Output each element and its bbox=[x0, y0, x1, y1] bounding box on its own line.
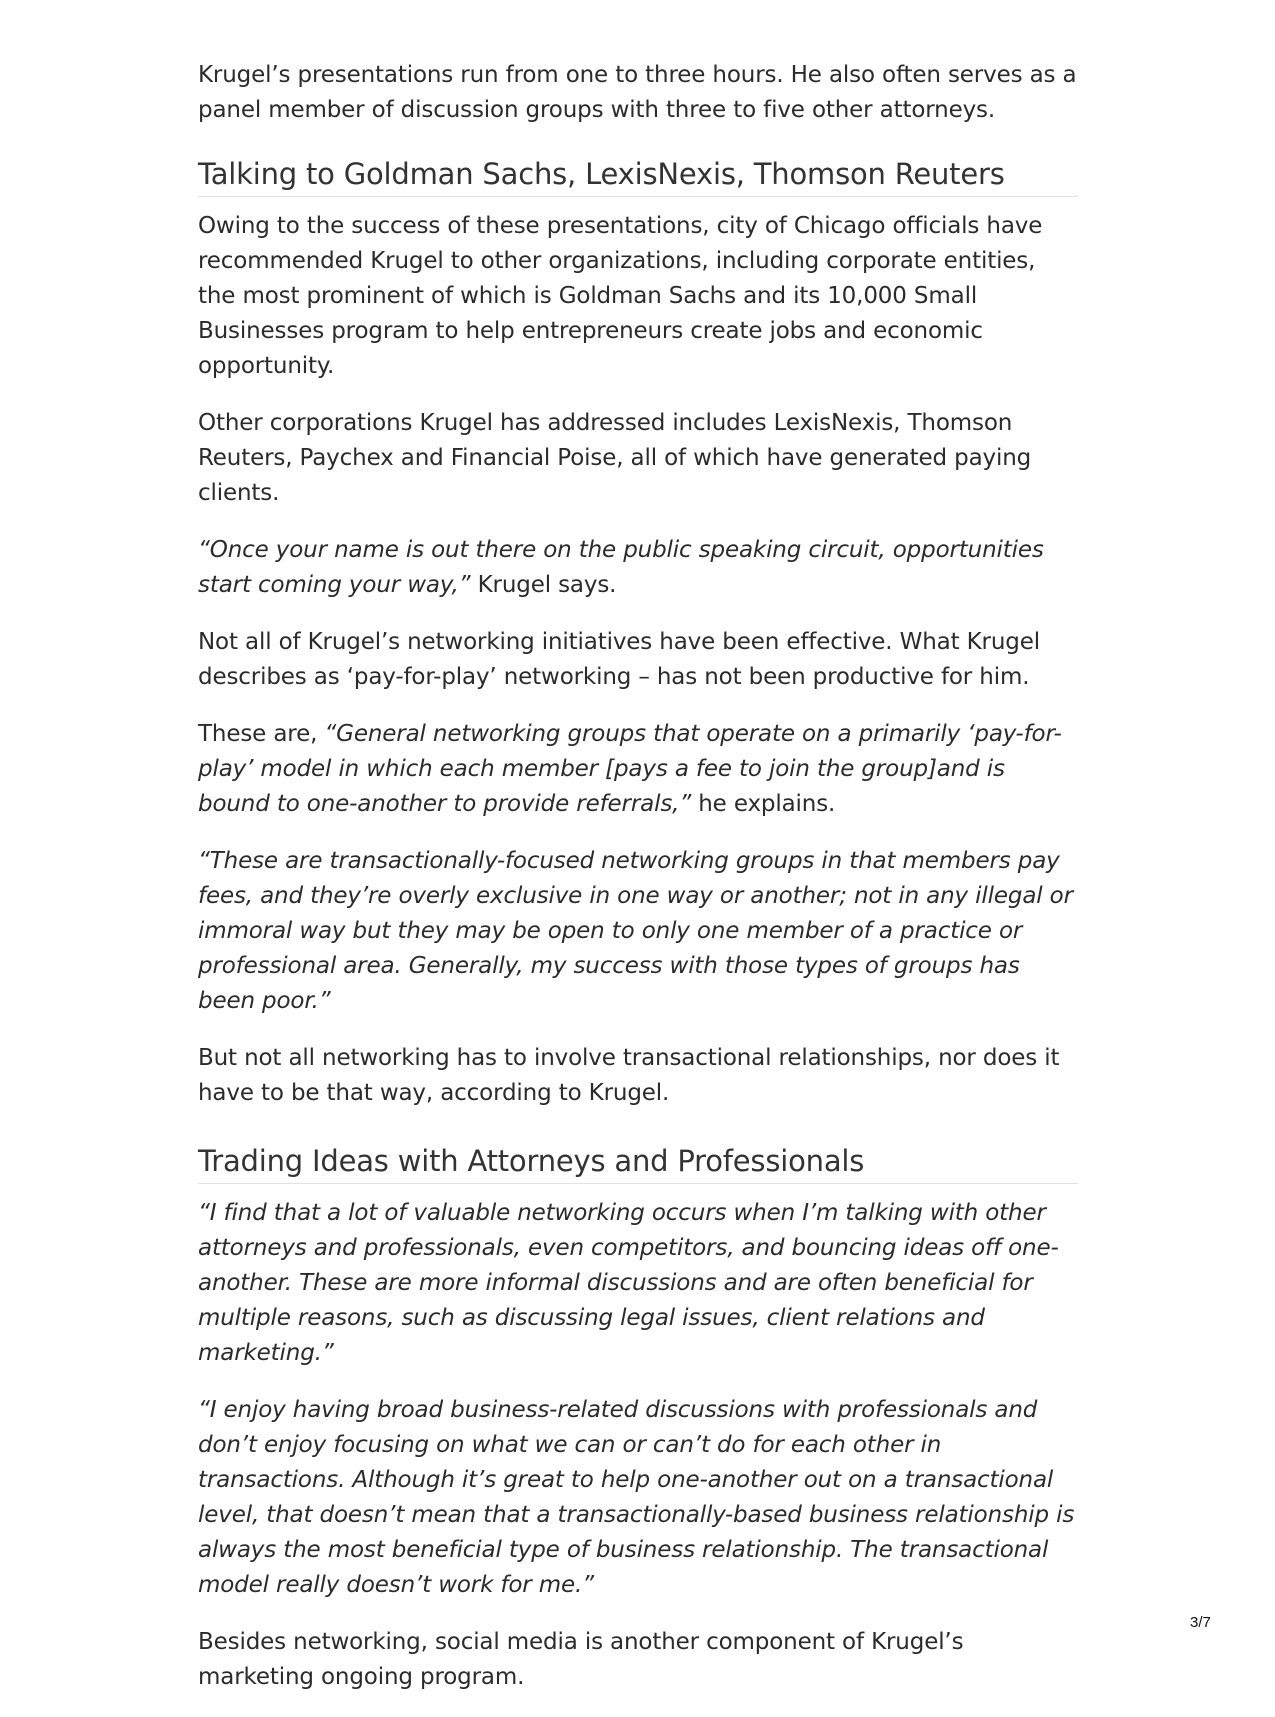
paragraph-not-all-networking: But not all networking has to involve transactional relationships, nor does it have to be that way, according to Krugel. bbox=[198, 1045, 1060, 1106]
paragraph-broad-discussions bbox=[198, 1393, 1078, 1603]
paragraph-transactional-groups bbox=[198, 844, 1078, 1019]
section-heading-goldman: Talking to Goldman Sachs, LexisNexis, Thomson Reuters bbox=[198, 156, 1078, 197]
quote-general-networking: “General networking groups that operate on a primarily ‘pay-for-play’ model in which each member [pays a fee to join the group]and is bound to one-another to provide referrals,” bbox=[198, 721, 1062, 817]
paragraph-other-corporations: Other corporations Krugel has addressed includes LexisNexis, Thomson Reuters, Paychex and Financial Poise, all of which have generated paying clients. bbox=[198, 410, 1032, 506]
article-body bbox=[198, 58, 1078, 1717]
paragraph-valuable-networking bbox=[198, 1196, 1078, 1371]
paragraph-recommendations: Owing to the success of these presentations, city of Chicago officials have recommended Krugel to other organizations, including corporate entities, the most prominent of which is Goldman Sachs and its 10,000 Small Businesses program to help entrepreneurs create jobs and economic opportunity. bbox=[198, 213, 1043, 379]
paragraph-speaking-circuit-quote bbox=[198, 533, 1078, 603]
attribution-he-explains: he explains. bbox=[691, 791, 836, 817]
quote-valuable-networking: “I find that a lot of valuable networking occurs when I’m talking with other attorneys and professionals, even competitors, and bouncing ideas off one-another. These are more informal discussions and are often beneficial for multiple reasons, such as discussing legal issues, client relations and marketing.” bbox=[198, 1200, 1059, 1366]
paragraph-general-networking bbox=[198, 717, 1078, 822]
quote-speaking-circuit: “Once your name is out there on the public speaking circuit, opportunities start coming your way,” bbox=[198, 537, 1044, 598]
paragraph-intro: Krugel’s presentations run from one to three hours. He also often serves as a panel member of discussion groups with three to five other attorneys. bbox=[198, 62, 1077, 123]
lead-in-these-are: These are, bbox=[198, 721, 325, 747]
quote-broad-discussions: “I enjoy having broad business-related discussions with professionals and don’t enjoy focusing on what we can or can’t do for each other in transactions. Although it’s great to help one-another out on a transactional level, that doesn’t mean that a transactionally-based business relationship is always the most beneficial type of business relationship. The transactional model really doesn’t work for me.” bbox=[198, 1397, 1075, 1598]
paragraph-pay-for-play: Not all of Krugel’s networking initiatives have been effective. What Krugel describes as ‘pay-for-play’ networking – has not been productive for him. bbox=[198, 629, 1040, 690]
section-heading-trading-ideas: Trading Ideas with Attorneys and Professionals bbox=[198, 1143, 1078, 1184]
quote-transactional-groups: “These are transactionally-focused networking groups in that members pay fees, and they’re overly exclusive in one way or another; not in any illegal or immoral way but they may be open to only one member of a practice or professional area. Generally, my success with those types of groups has been poor.” bbox=[198, 848, 1073, 1014]
paragraph-social-media: Besides networking, social media is another component of Krugel’s marketing ongoing program. bbox=[198, 1629, 964, 1690]
page-number: 3/7 bbox=[1190, 1614, 1211, 1631]
attribution-krugel-says: Krugel says. bbox=[470, 572, 617, 598]
